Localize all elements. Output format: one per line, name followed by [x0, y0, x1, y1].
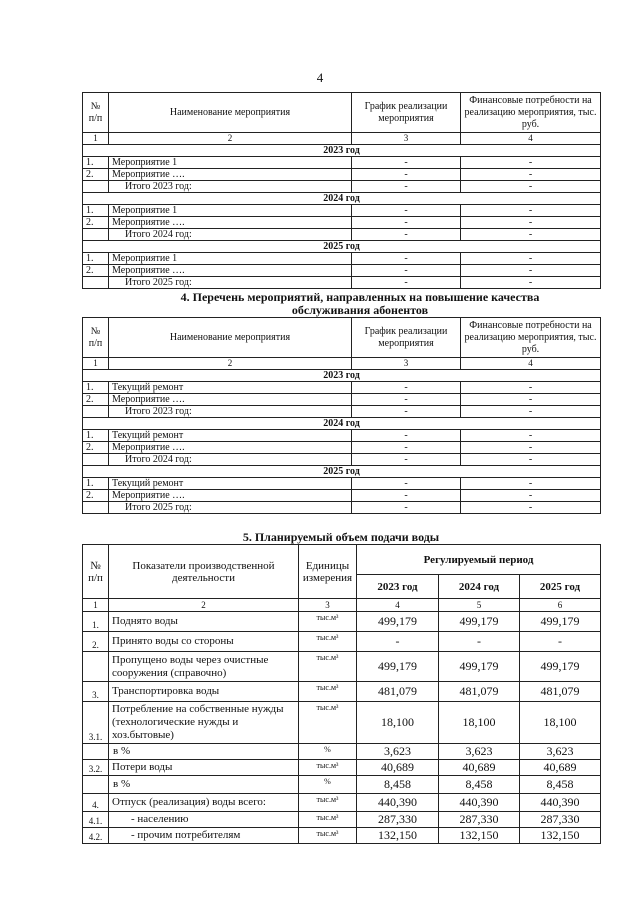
indicator-name: в % [109, 744, 299, 760]
year-label: 2025 год [83, 241, 601, 253]
schedule-cell: - [352, 205, 461, 217]
row-number: 1. [83, 382, 109, 394]
col-finance-header: Финансовые потребности на реализацию мероприятия, тыс. руб. [461, 318, 601, 358]
event-name: Итого 2024 год: [109, 229, 352, 241]
table-row [83, 265, 601, 277]
schedule-cell: - [352, 502, 461, 514]
table-row [83, 442, 601, 454]
total-row [83, 502, 601, 514]
value-cell: 287,330 [357, 812, 439, 828]
finance-cell: - [461, 478, 601, 490]
finance-cell: - [461, 217, 601, 229]
value-cell: 440,390 [439, 794, 520, 812]
finance-cell: - [461, 394, 601, 406]
value-cell: 18,100 [439, 702, 520, 744]
table-row [83, 394, 601, 406]
schedule-cell: - [352, 181, 461, 193]
col-index: 3 [352, 358, 461, 370]
event-name: Мероприятие …. [109, 217, 352, 229]
finance-cell: - [461, 490, 601, 502]
value-cell: 18,100 [357, 702, 439, 744]
row-number [83, 406, 109, 418]
value-cell: 18,100 [520, 702, 601, 744]
table-row [83, 632, 601, 652]
col-name-header: Наименование мероприятия [109, 93, 352, 133]
event-name: Мероприятие …. [109, 442, 352, 454]
table-row [83, 744, 601, 760]
value-cell: 132,150 [439, 828, 520, 844]
schedule-cell: - [352, 229, 461, 241]
value-cell: 499,179 [439, 652, 520, 682]
value-cell: 481,079 [357, 682, 439, 702]
row-number: 1. [83, 478, 109, 490]
row-number: 3. [83, 682, 109, 702]
row-number: 2. [83, 632, 109, 652]
value-cell: 499,179 [357, 652, 439, 682]
table-row [83, 157, 601, 169]
event-name: Итого 2024 год: [109, 454, 352, 466]
row-number: 1. [83, 430, 109, 442]
year-label: 2023 год [83, 145, 601, 157]
row-number: 2. [83, 217, 109, 229]
col-schedule-header: График реализации мероприятия [352, 93, 461, 133]
col-num-header: № п/п [83, 93, 109, 133]
water-supply-table [82, 544, 601, 844]
finance-cell: - [461, 454, 601, 466]
unit-cell: тыс.м³ [299, 652, 357, 682]
col-name-header: Наименование мероприятия [109, 318, 352, 358]
table-row [83, 828, 601, 844]
finance-cell: - [461, 442, 601, 454]
row-number [83, 502, 109, 514]
row-number [83, 744, 109, 760]
year-label: 2025 год [83, 466, 601, 478]
row-number: 4. [83, 794, 109, 812]
value-cell: - [439, 632, 520, 652]
unit-cell: тыс.м³ [299, 632, 357, 652]
event-name: Текущий ремонт [109, 478, 352, 490]
finance-cell: - [461, 253, 601, 265]
finance-cell: - [461, 265, 601, 277]
row-number: 2. [83, 265, 109, 277]
event-name: Мероприятие …. [109, 490, 352, 502]
unit-cell: тыс.м³ [299, 760, 357, 776]
table-row [83, 382, 601, 394]
col-indicator-header: Показатели производственной деятельности [109, 545, 299, 599]
row-number: 2. [83, 169, 109, 181]
year-row [83, 193, 601, 205]
event-name: Мероприятие 1 [109, 157, 352, 169]
table-row [83, 612, 601, 632]
value-cell: 40,689 [520, 760, 601, 776]
value-cell: 132,150 [357, 828, 439, 844]
col-finance-header: Финансовые потребности на реализацию мероприятия, тыс. руб. [461, 93, 601, 133]
total-row [83, 454, 601, 466]
col-index: 2 [109, 599, 299, 612]
schedule-cell: - [352, 454, 461, 466]
year-header: 2023 год [357, 575, 439, 599]
events-table-2 [82, 317, 601, 514]
indicator-name: в % [109, 776, 299, 794]
value-cell: 481,079 [439, 682, 520, 702]
table-row [83, 253, 601, 265]
events-table-2-body [83, 370, 601, 514]
event-name: Итого 2025 год: [109, 277, 352, 289]
year-label: 2023 год [83, 370, 601, 382]
year-label: 2024 год [83, 418, 601, 430]
value-cell: 440,390 [520, 794, 601, 812]
finance-cell: - [461, 406, 601, 418]
indicator-name: - населению [109, 812, 299, 828]
value-cell: 481,079 [520, 682, 601, 702]
col-index: 3 [352, 133, 461, 145]
value-cell: 8,458 [357, 776, 439, 794]
section-4-title: 4. Перечень мероприятий, направленных на повышение качества обслуживания абонентов [180, 290, 540, 317]
value-cell: - [520, 632, 601, 652]
table-row [83, 682, 601, 702]
table-row [83, 430, 601, 442]
schedule-cell: - [352, 217, 461, 229]
row-number [83, 181, 109, 193]
col-unit-header: Единицы измерения [299, 545, 357, 599]
event-name: Мероприятие 1 [109, 253, 352, 265]
value-cell: - [357, 632, 439, 652]
schedule-cell: - [352, 430, 461, 442]
table-row [83, 205, 601, 217]
indicator-name: Транспортировка воды [109, 682, 299, 702]
finance-cell: - [461, 502, 601, 514]
col-index: 1 [83, 133, 109, 145]
row-number: 1. [83, 612, 109, 632]
value-cell: 3,623 [357, 744, 439, 760]
unit-cell: тыс.м³ [299, 702, 357, 744]
unit-cell: тыс.м³ [299, 828, 357, 844]
page-number: 4 [316, 70, 324, 85]
schedule-cell: - [352, 277, 461, 289]
schedule-cell: - [352, 442, 461, 454]
schedule-cell: - [352, 490, 461, 502]
value-cell: 287,330 [520, 812, 601, 828]
total-row [83, 277, 601, 289]
col-num-header: № п/п [83, 545, 109, 599]
year-label: 2024 год [83, 193, 601, 205]
finance-cell: - [461, 430, 601, 442]
event-name: Мероприятие …. [109, 169, 352, 181]
schedule-cell: - [352, 253, 461, 265]
year-row [83, 466, 601, 478]
table-row [83, 760, 601, 776]
year-header: 2025 год [520, 575, 601, 599]
event-name: Итого 2025 год: [109, 502, 352, 514]
row-number: 3.2. [83, 760, 109, 776]
row-number: 1. [83, 205, 109, 217]
row-number [83, 454, 109, 466]
row-number [83, 776, 109, 794]
schedule-cell: - [352, 265, 461, 277]
col-schedule-header: График реализации мероприятия [352, 318, 461, 358]
col-index: 6 [520, 599, 601, 612]
value-cell: 499,179 [439, 612, 520, 632]
year-row [83, 145, 601, 157]
indicator-name: Потери воды [109, 760, 299, 776]
year-row [83, 418, 601, 430]
table-row [83, 217, 601, 229]
row-number: 4.1. [83, 812, 109, 828]
schedule-cell: - [352, 394, 461, 406]
year-row [83, 241, 601, 253]
table-row [83, 169, 601, 181]
col-index: 1 [83, 358, 109, 370]
row-number: 3.1. [83, 702, 109, 744]
finance-cell: - [461, 229, 601, 241]
year-header: 2024 год [439, 575, 520, 599]
event-name: Текущий ремонт [109, 430, 352, 442]
total-row [83, 406, 601, 418]
table-row [83, 478, 601, 490]
indicator-name: Отпуск (реализация) воды всего: [109, 794, 299, 812]
finance-cell: - [461, 157, 601, 169]
value-cell: 440,390 [357, 794, 439, 812]
row-number: 1. [83, 157, 109, 169]
unit-cell: тыс.м³ [299, 812, 357, 828]
table-row [83, 702, 601, 744]
col-index: 2 [109, 133, 352, 145]
event-name: Итого 2023 год: [109, 181, 352, 193]
unit-cell: тыс.м³ [299, 682, 357, 702]
event-name: Итого 2023 год: [109, 406, 352, 418]
event-name: Мероприятие 1 [109, 205, 352, 217]
row-number [83, 229, 109, 241]
col-index: 2 [109, 358, 352, 370]
table-row [83, 812, 601, 828]
event-name: Мероприятие …. [109, 394, 352, 406]
row-number [83, 652, 109, 682]
schedule-cell: - [352, 478, 461, 490]
value-cell: 499,179 [520, 612, 601, 632]
period-header: Регулируемый период [357, 545, 601, 575]
unit-cell: % [299, 744, 357, 760]
indicator-name: Поднято воды [109, 612, 299, 632]
col-index: 3 [299, 599, 357, 612]
finance-cell: - [461, 277, 601, 289]
table-row [83, 794, 601, 812]
row-number [83, 277, 109, 289]
total-row [83, 181, 601, 193]
value-cell: 3,623 [520, 744, 601, 760]
row-number: 1. [83, 253, 109, 265]
water-supply-table-body [83, 612, 601, 844]
table-row [83, 490, 601, 502]
row-number: 4.2. [83, 828, 109, 844]
schedule-cell: - [352, 406, 461, 418]
value-cell: 499,179 [357, 612, 439, 632]
value-cell: 8,458 [439, 776, 520, 794]
indicator-name: Принято воды со стороны [109, 632, 299, 652]
value-cell: 3,623 [439, 744, 520, 760]
year-row [83, 370, 601, 382]
unit-cell: тыс.м³ [299, 612, 357, 632]
finance-cell: - [461, 382, 601, 394]
events-table-1 [82, 92, 601, 289]
schedule-cell: - [352, 157, 461, 169]
finance-cell: - [461, 169, 601, 181]
col-index: 4 [461, 358, 601, 370]
finance-cell: - [461, 181, 601, 193]
section-5-title: 5. Планируемый объем подачи воды [242, 530, 440, 544]
col-index: 5 [439, 599, 520, 612]
value-cell: 8,458 [520, 776, 601, 794]
col-index: 4 [357, 599, 439, 612]
row-number: 2. [83, 394, 109, 406]
value-cell: 132,150 [520, 828, 601, 844]
value-cell: 287,330 [439, 812, 520, 828]
table-row [83, 652, 601, 682]
finance-cell: - [461, 205, 601, 217]
events-table-1-body [83, 145, 601, 289]
event-name: Текущий ремонт [109, 382, 352, 394]
schedule-cell: - [352, 382, 461, 394]
value-cell: 40,689 [357, 760, 439, 776]
unit-cell: % [299, 776, 357, 794]
unit-cell: тыс.м³ [299, 794, 357, 812]
value-cell: 40,689 [439, 760, 520, 776]
col-index: 1 [83, 599, 109, 612]
col-index: 4 [461, 133, 601, 145]
row-number: 2. [83, 490, 109, 502]
value-cell: 499,179 [520, 652, 601, 682]
schedule-cell: - [352, 169, 461, 181]
indicator-name: Пропущено воды через очистные сооружения (справочно) [109, 652, 299, 682]
event-name: Мероприятие …. [109, 265, 352, 277]
table-row [83, 776, 601, 794]
total-row [83, 229, 601, 241]
row-number: 2. [83, 442, 109, 454]
indicator-name: Потребление на собственные нужды (технологические нужды и хоз.бытовые) [109, 702, 299, 744]
indicator-name: - прочим потребителям [109, 828, 299, 844]
col-num-header: № п/п [83, 318, 109, 358]
